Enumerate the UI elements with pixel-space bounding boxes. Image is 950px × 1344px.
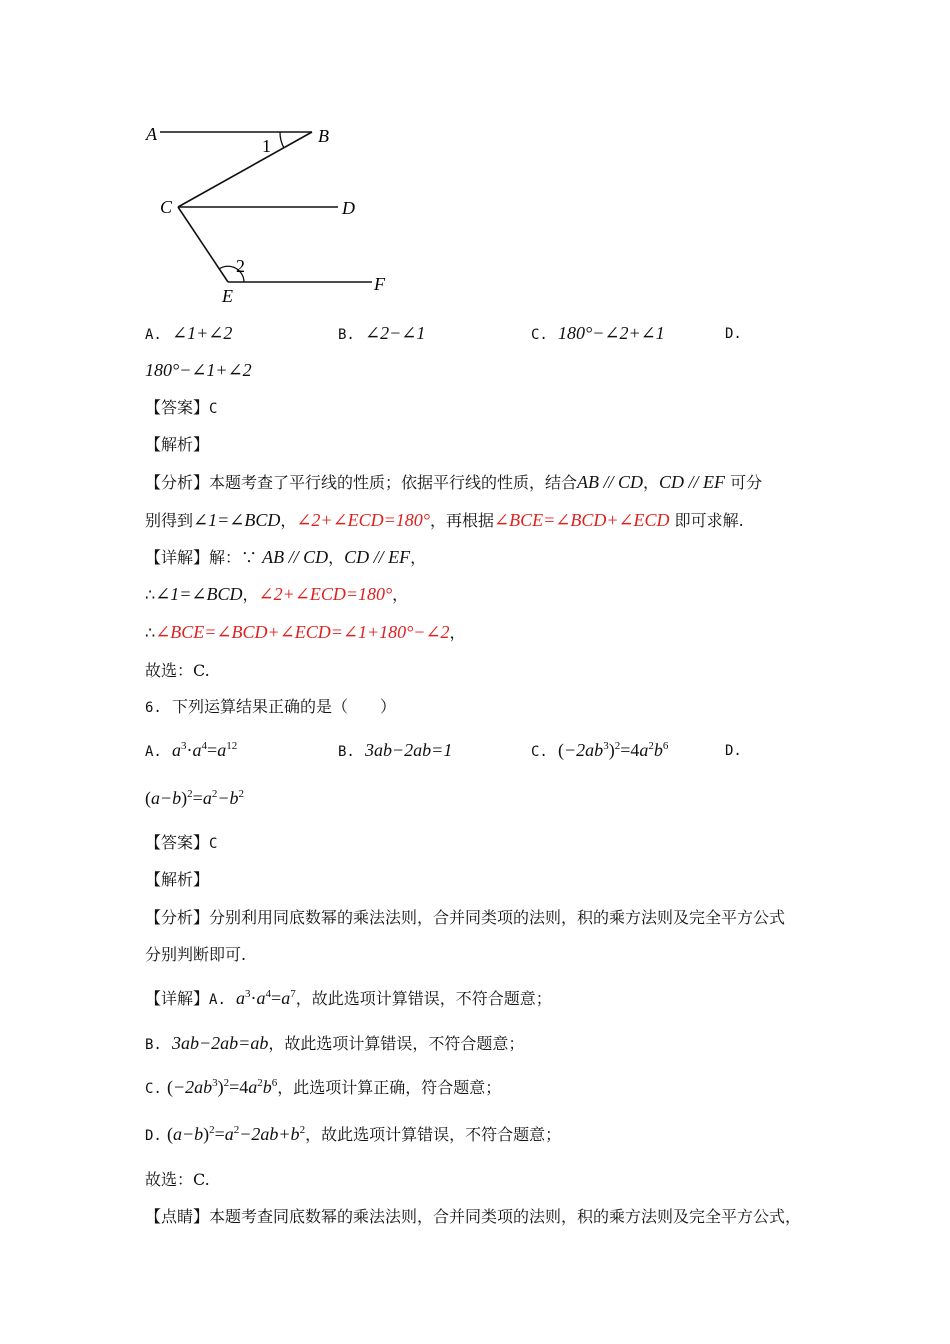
q5-detail-line-2: ∴∠1=∠BCD，∠2+∠ECD=180°， — [145, 584, 409, 604]
q5-detail-line-3: ∴∠BCE=∠BCD+∠ECD=∠1+180°−∠2， — [145, 622, 466, 642]
q5-option-d-label: D. — [725, 326, 742, 342]
q5-option-c: C. 180°−∠2+∠1 — [531, 323, 665, 343]
q5-choose: 故选：C. — [145, 661, 210, 680]
label-angle-1: 1 — [262, 136, 271, 156]
q6-analysis-heading: 【解析】 — [145, 870, 210, 889]
q6-fenxi-line-1: 【分析】分别利用同底数幂的乘法法则，合并同类项的法则，积的乘方法则及完全平方公式 — [145, 908, 786, 927]
q5-fenxi-line-1: 【分析】本题考查了平行线的性质；依据平行线的性质，结合AB // CD，CD // EF 可分 — [145, 472, 763, 492]
q6-detail-a: 【详解】A. $a^3\cdot a^4=a^7$，故此选项计算错误，不符合题意； — [145, 988, 552, 1008]
parallel-lines-figure — [140, 118, 400, 308]
q5-option-a: A. ∠1+∠2 — [145, 323, 233, 343]
q6-option-a: A. $a^3\cdot a^4=a^{12}$ — [145, 740, 238, 760]
label-angle-2: 2 — [236, 256, 245, 276]
label-b: B — [318, 126, 329, 146]
q6-fenxi-line-2: 分别判断即可. — [145, 945, 247, 964]
q5-option-b: B. ∠2−∠1 — [338, 323, 426, 343]
label-f: F — [374, 274, 385, 294]
q6-detail-b: B. 3ab−2ab=ab，故此选项计算错误，不符合题意； — [145, 1033, 525, 1053]
line-ce — [178, 207, 228, 282]
q5-answer: 【答案】C — [145, 398, 218, 417]
q6-option-b: B. 3ab−2ab=1 — [338, 740, 453, 760]
angle-1-arc — [280, 132, 284, 148]
q5-option-d-text: 180°−∠1+∠2 — [145, 360, 252, 380]
q6-option-c: C. $(-2ab^3)^2=4a^2b^6$ — [531, 740, 669, 760]
line-bc — [178, 132, 312, 207]
q6-stem: 6. 下列运算结果正确的是（ ） — [145, 697, 397, 716]
q6-answer: 【答案】C — [145, 833, 218, 852]
label-a: A — [146, 124, 157, 144]
q6-detail-c: C. $(-2ab^3)^2=4a^2b^6$，此选项计算正确，符合题意； — [145, 1077, 502, 1097]
q5-analysis-heading: 【解析】 — [145, 435, 210, 454]
q6-choose: 故选：C. — [145, 1170, 210, 1189]
label-c: C — [160, 197, 173, 217]
label-e: E — [222, 286, 233, 306]
q5-fenxi-line-2: 别得到∠1=∠BCD，∠2+∠ECD=180°，再根据∠BCE=∠BCD+∠ECD 即可求解. — [145, 510, 744, 530]
label-d: D — [342, 198, 355, 218]
q6-option-d-label: D. — [725, 743, 742, 759]
q6-detail-d: D. $(a-b)^2=a^2-2ab+b^2$，故此选项计算错误，不符合题意； — [145, 1124, 562, 1144]
q6-option-d-text: $(a-b)^2=a^2-b^2$ — [145, 788, 244, 808]
q6-dianjing: 【点睛】本题考查同底数幂的乘法法则，合并同类项的法则，积的乘方法则及完全平方公式， — [145, 1207, 802, 1226]
q5-detail-line-1: 【详解】解：∵ AB // CD，CD // EF， — [145, 547, 427, 567]
